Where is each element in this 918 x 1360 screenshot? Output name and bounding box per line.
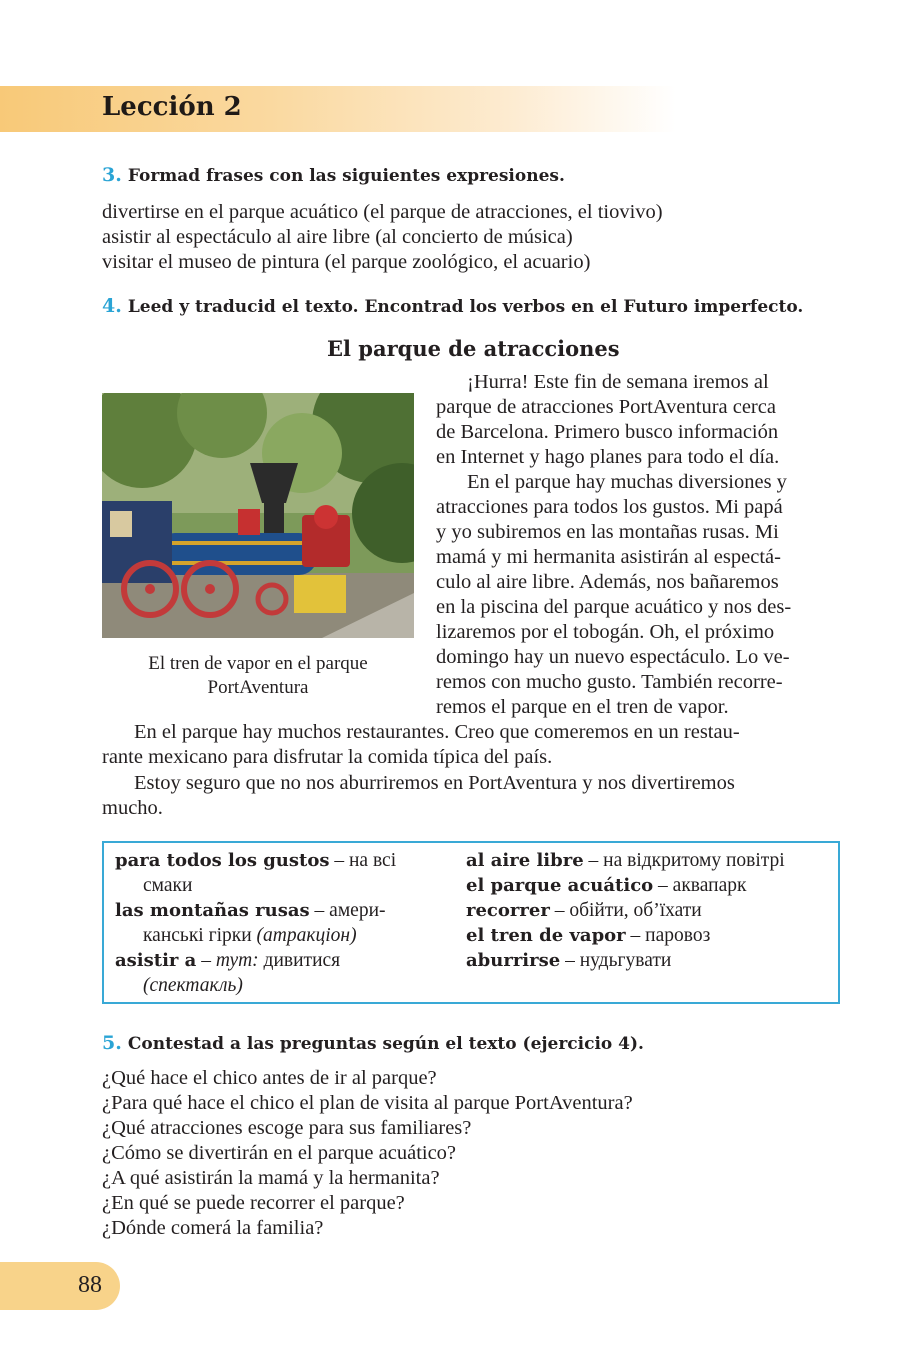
vocab-entry <box>143 973 243 998</box>
text-line: domingo hay un nuevo espectáculo. Lo ve- <box>436 646 790 668</box>
text-line: parque de atracciones PortAventura cerca <box>436 396 776 418</box>
vocab-translation: – на всі <box>329 850 397 871</box>
question-line: ¿A qué asistirán la mamá y la hermanita? <box>102 1167 440 1189</box>
vocab-translation: – <box>196 950 216 971</box>
vocab-translation: смаки <box>143 875 193 896</box>
question-line: ¿Qué hace el chico antes de ir al parque? <box>102 1067 437 1089</box>
vocab-translation: – обійти, об’їхати <box>549 900 702 921</box>
text-line: lizaremos por el tobogán. Oh, el próximo <box>436 621 775 643</box>
text-line: Estoy seguro que no nos aburriremos en PortAventura y nos divertiremos <box>134 772 735 794</box>
page-number-tab <box>0 1262 120 1310</box>
text-line: en Internet y hago planes para todo el día. <box>436 446 780 468</box>
steam-train-photo <box>102 393 414 638</box>
exercise-3-instruction: Formad frases con las siguientes expresiones. <box>127 166 565 186</box>
exercise-3-line: visitar el museo de pintura (el parque zoológico, el acuario) <box>102 251 591 273</box>
vocab-translation: – аквапарк <box>653 875 747 896</box>
text-line: ¡Hurra! Este fin de semana iremos al <box>467 371 769 393</box>
text-line: En el parque hay muchos restaurantes. Creo que comeremos en un restau- <box>134 721 740 743</box>
vocab-translation: дивитися <box>258 950 341 971</box>
reading-title: El parque de atracciones <box>327 336 620 361</box>
exercise-4-number: 4. <box>102 295 122 317</box>
vocab-term: al aire libre <box>466 850 584 871</box>
lesson-title: Lección 2 <box>102 92 242 122</box>
vocab-entry <box>466 948 671 973</box>
question-line: ¿Dónde comerá la familia? <box>102 1217 324 1239</box>
exercise-3-number: 3. <box>102 164 122 186</box>
question-line: ¿Cómo se divertirán en el parque acuático? <box>102 1142 457 1164</box>
vocab-entry <box>143 873 192 898</box>
vocab-term: el parque acuático <box>466 875 654 896</box>
exercise-3-line: divertirse en el parque acuático (el parque de atracciones, el tiovivo) <box>102 201 663 223</box>
exercise-5-heading <box>102 1032 644 1054</box>
vocab-entry <box>466 848 785 873</box>
vocab-translation: – паровоз <box>625 925 711 946</box>
photo-caption-line: El tren de vapor en el parque <box>148 653 368 674</box>
exercise-5-number: 5. <box>102 1032 122 1054</box>
text-line: En el parque hay muchas diversiones y <box>467 471 787 493</box>
text-line: en la piscina del parque acuático y nos des- <box>436 596 792 618</box>
vocab-entry <box>115 948 340 973</box>
exercise-5-instruction: Contestad a las preguntas según el texto (ejercicio 4). <box>127 1034 644 1054</box>
vocab-entry <box>115 848 396 873</box>
vocab-translation: – амери- <box>309 900 386 921</box>
question-line: ¿En qué se puede recorrer el parque? <box>102 1192 405 1214</box>
vocab-term: para todos los gustos <box>115 850 330 871</box>
text-line: culo al aire libre. Además, nos bañaremos <box>436 571 779 593</box>
exercise-4-heading <box>102 295 803 317</box>
text-line: y yo subiremos en las montañas rusas. Mi <box>436 521 779 543</box>
photo-caption-line: PortAventura <box>207 677 309 698</box>
vocab-term: el tren de vapor <box>466 925 626 946</box>
vocab-translation: – нудьгувати <box>560 950 672 971</box>
question-line: ¿Para qué hace el chico el plan de visita al parque PortAventura? <box>102 1092 633 1114</box>
text-line: rante mexicano para disfrutar la comida típica del país. <box>102 746 553 768</box>
text-line: mamá y mi hermanita asistirán al espectá- <box>436 546 781 568</box>
page-number: 88 <box>78 1272 102 1298</box>
question-line: ¿Qué atracciones escoge para sus familiares? <box>102 1117 472 1139</box>
text-line: atracciones para todos los gustos. Mi papá <box>436 496 783 518</box>
vocab-translation: канські гірки <box>143 925 257 946</box>
vocab-entry <box>466 873 746 898</box>
vocab-note: (атракціон) <box>256 925 357 946</box>
vocab-entry <box>115 898 386 923</box>
text-line: remos con mucho gusto. También recorre- <box>436 671 783 693</box>
vocab-term: recorrer <box>466 900 550 921</box>
exercise-3-line: asistir al espectáculo al aire libre (al concierto de música) <box>102 226 573 248</box>
vocab-entry <box>466 898 702 923</box>
exercise-3-heading <box>102 164 565 186</box>
exercise-4-instruction: Leed y traducid el texto. Encontrad los verbos en el Futuro imperfecto. <box>127 297 804 317</box>
vocab-term: asistir a <box>115 950 197 971</box>
vocab-note: (спектакль) <box>143 975 243 996</box>
steam-train-illustration <box>102 393 414 638</box>
vocab-translation: – на відкритому повітрі <box>583 850 785 871</box>
photo-caption <box>102 652 414 700</box>
vocab-entry <box>466 923 710 948</box>
text-line: de Barcelona. Primero busco información <box>436 421 779 443</box>
text-line: remos el parque en el tren de vapor. <box>436 696 729 718</box>
vocab-term: aburrirse <box>466 950 561 971</box>
vocab-term: las montañas rusas <box>115 900 310 921</box>
vocab-entry <box>143 923 357 948</box>
text-line: mucho. <box>102 797 163 819</box>
vocab-note: тут: <box>215 950 259 971</box>
